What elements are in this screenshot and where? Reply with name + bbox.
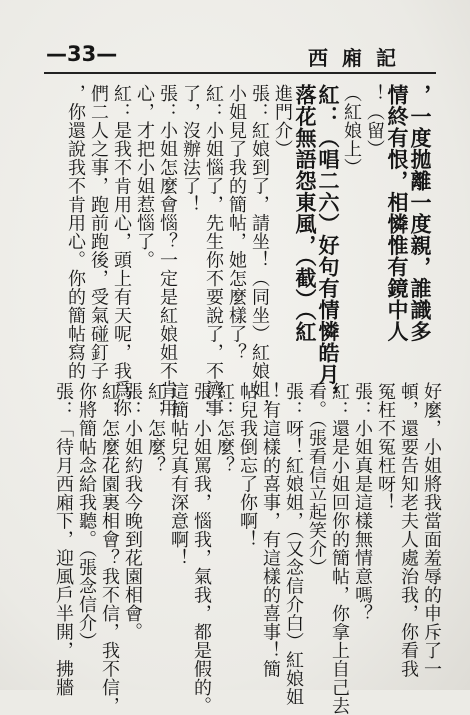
text-column: ！有這樣的喜事，有這樣的喜事！簡	[260, 382, 281, 678]
text-column: 紅：怎麼？	[214, 382, 235, 475]
text-column: 冤枉不冤枉呀！	[375, 382, 396, 512]
text-column: 紅：（唱二六）好句有情憐皓月，	[316, 84, 341, 407]
text-column: 你將簡帖念給我聽。（張念信介）	[76, 382, 97, 651]
text-column: 頓，還要告知老夫人處治我，你看我	[398, 382, 419, 678]
text-column: 張：「待月西廂下，迎風戶半開，拂牆	[53, 382, 74, 697]
text-column: 這簡帖兒真有深意啊！	[168, 382, 189, 567]
text-column: ，你還說我不肯用心。你的簡帖寫的	[65, 84, 86, 380]
text-column: 落花無語怨東風，（截）（紅	[293, 84, 318, 343]
text-column: 看。（張看信立起笑介）	[306, 382, 327, 577]
text-column: 情終有恨，相憐惟有鏡中人	[385, 84, 410, 342]
text-column: 心，才把小姐惹惱了。	[134, 84, 155, 269]
text-column: 紅：是我不肯用心，頭上有天呢，我爲你	[111, 84, 132, 417]
page-header	[40, 42, 440, 70]
text-column: ！（留）	[364, 84, 385, 158]
header-rule	[44, 72, 436, 74]
text-column: 好麼，小姐將我當面羞辱的申斥了一	[421, 382, 442, 678]
text-column: 帖兒我倒忘了你啊！	[237, 382, 258, 549]
text-column: 小姐見了我的簡帖，她怎麼樣了？	[226, 84, 247, 362]
text-column: 張：呀！紅娘姐，（又念信介白）紅娘姐	[283, 382, 304, 706]
text-column: 張：小姐怎麼會惱？一定是紅娘姐不肯用	[157, 84, 178, 417]
text-column: 們二人之事，跑前跑後，受氣碰釘子	[88, 84, 109, 380]
text-column: 紅：還是小姐回你的簡帖，你拿上自己去	[329, 382, 350, 715]
text-column: （紅娘上）	[341, 84, 362, 177]
text-column: 紅：小姐惱了，先生你不要說了，不濟事	[203, 84, 224, 417]
page-number: —33—	[46, 42, 118, 66]
text-column: 紅：怎麼花園裏相會？我不信，我不信，	[99, 382, 120, 715]
book-title: 西廂記	[308, 46, 410, 70]
text-column: 張：小姐罵我，惱我，氣我，都是假的。	[191, 382, 212, 715]
text-column: 進門介）	[272, 84, 293, 158]
text-column: ，一度拋離一度親，誰識多	[408, 84, 433, 342]
text-column: 張：小姐約我今晚到花園相會。	[122, 382, 143, 641]
text-column: 了，沒辦法了！	[180, 84, 201, 214]
text-column: 張：紅娘到了，請坐！（同坐）紅娘姐，	[249, 84, 270, 417]
text-column: 紅：怎麼？	[145, 382, 166, 475]
text-column: 張：小姐真是這樣無情意嗎？	[352, 382, 373, 623]
